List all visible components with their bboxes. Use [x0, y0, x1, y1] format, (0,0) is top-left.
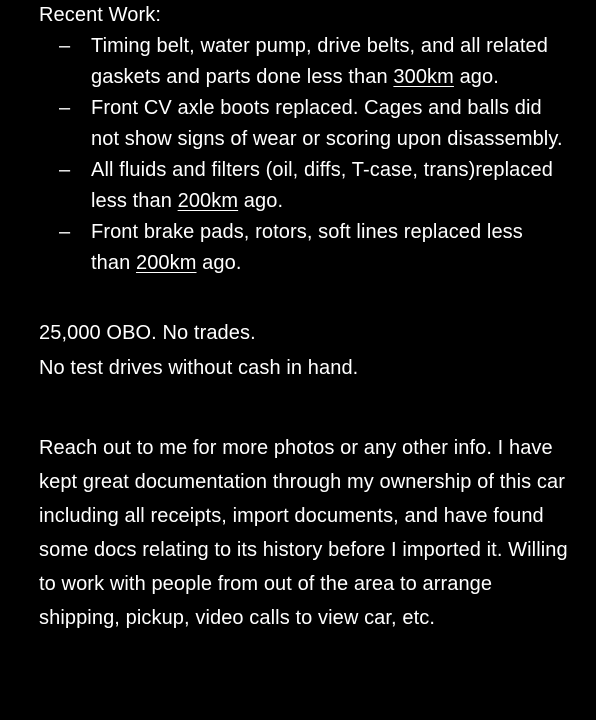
list-item-text: ago. [453, 66, 499, 88]
list-item-text: Timing belt, water pump, drive belts, and all related gaskets and parts done less than [91, 35, 548, 88]
price-text: 25,000 OBO. No trades. [39, 322, 256, 344]
list-item [39, 217, 566, 279]
blank-line [39, 386, 584, 431]
list-item-text: Front brake pads, rotors, soft lines replaced less than [91, 221, 523, 274]
dash-bullet: – [59, 97, 71, 119]
list-item [39, 31, 566, 93]
list-item-text: ago. [196, 252, 242, 274]
list-item [39, 93, 566, 155]
distance-link[interactable]: 200km [177, 190, 239, 212]
distance-link[interactable]: 200km [135, 252, 197, 274]
recent-work-heading: Recent Work: [39, 4, 161, 26]
list-item [39, 155, 566, 217]
list-item-text: Front CV axle boots replaced. Cages and balls did not show signs of wear or scoring upon disassembly. [91, 97, 563, 150]
test-drive-text: No test drives without cash in hand. [39, 357, 359, 379]
blank-line [39, 279, 584, 316]
contact-paragraph: Reach out to me for more photos or any other info. I have kept great documentation through my ownership of this car including all receipts, import documents, and have found some docs relating to its history before I imported it. Willing to work with people from out of the area to arrange shipping, pickup, video calls to view car, etc. [39, 437, 568, 629]
recent-work-list [39, 31, 584, 279]
list-item-text: ago. [238, 190, 284, 212]
dash-bullet: – [59, 35, 71, 57]
list-item-text: All fluids and filters (oil, diffs, T-case, trans)replaced less than [91, 159, 553, 212]
note-body[interactable] [39, 0, 584, 635]
distance-link[interactable]: 300km [393, 66, 454, 88]
dash-bullet: – [59, 221, 71, 243]
dash-bullet: – [59, 159, 71, 181]
